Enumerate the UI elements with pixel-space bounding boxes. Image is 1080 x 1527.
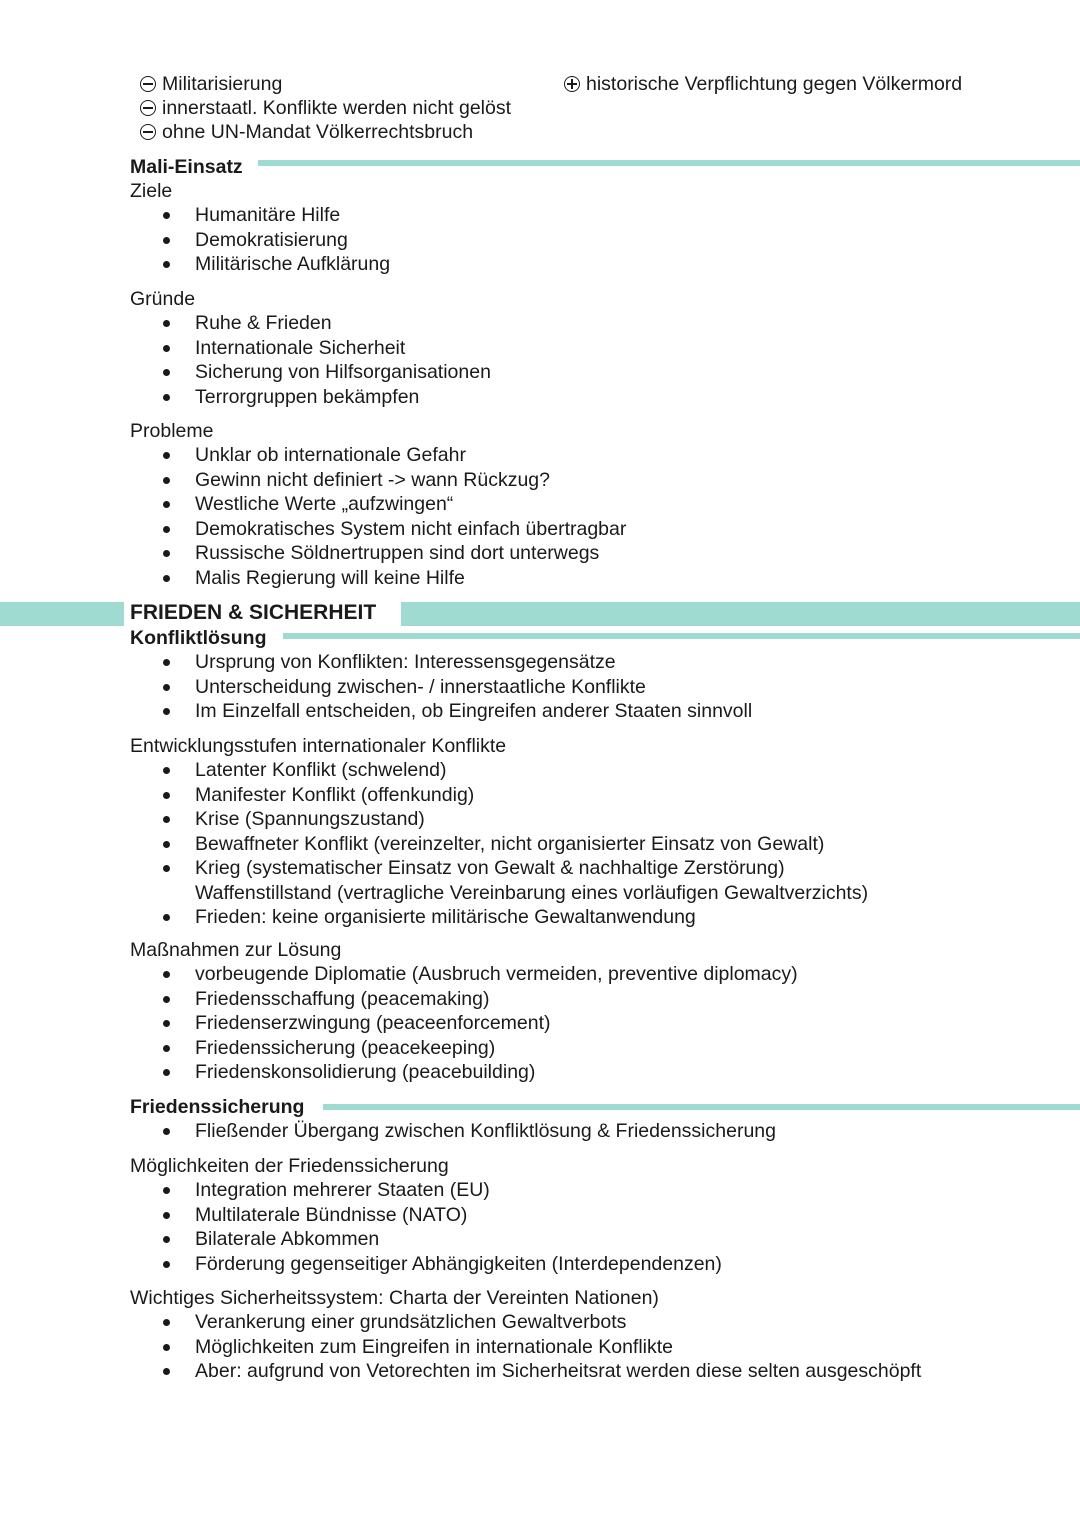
bullet-icon	[163, 550, 170, 557]
bullet-icon	[163, 1045, 170, 1052]
bullet-icon	[163, 1187, 170, 1194]
subheading-gruende: Gründe	[130, 288, 196, 310]
subheading-stufen: Entwicklungsstufen internationaler Konflikte	[130, 735, 507, 757]
bullet-icon	[163, 320, 170, 327]
bullet-icon	[163, 501, 170, 508]
contra-item: ohne UN-Mandat Völkerrechtsbruch	[140, 120, 473, 145]
bullet-icon	[163, 1128, 170, 1135]
bullet-icon	[163, 212, 170, 219]
bullet-icon	[163, 865, 170, 872]
subheading-moeglichkeiten: Möglichkeiten der Friedenssicherung	[130, 1155, 449, 1177]
subheading-charta: Wichtiges Sicherheitssystem: Charta der Vereinten Nationen)	[130, 1287, 659, 1309]
bullet-icon	[163, 708, 170, 715]
bullet-icon	[163, 261, 170, 268]
minus-circle-icon	[140, 100, 156, 116]
minus-circle-icon	[140, 76, 156, 92]
bullet-icon	[163, 1236, 170, 1243]
plus-circle-icon	[564, 76, 580, 92]
bullet-icon	[163, 477, 170, 484]
section-divider	[258, 160, 1080, 166]
bullet-icon	[163, 1212, 170, 1219]
bullet-icon	[163, 345, 170, 352]
bullet-icon	[163, 996, 170, 1003]
chapter-divider-left	[0, 602, 124, 626]
bullet-icon	[163, 792, 170, 799]
section-heading-friedenssicherung: Friedenssicherung	[130, 1096, 305, 1118]
subheading-probleme: Probleme	[130, 420, 214, 442]
bullet-icon	[163, 971, 170, 978]
bullet-icon	[163, 1261, 170, 1268]
pro-item: historische Verpflichtung gegen Völkermord	[564, 72, 962, 97]
bullet-icon	[163, 914, 170, 921]
contra-item: innerstaatl. Konflikte werden nicht gelöst	[140, 96, 511, 121]
bullet-icon	[163, 575, 170, 582]
bullet-icon	[163, 767, 170, 774]
bullet-icon	[163, 1344, 170, 1351]
bullet-icon	[163, 1368, 170, 1375]
chapter-heading: FRIEDEN & SICHERHEIT	[130, 601, 377, 624]
section-divider	[323, 1104, 1080, 1110]
bullet-icon	[163, 526, 170, 533]
bullet-icon	[163, 841, 170, 848]
bullet-icon	[163, 659, 170, 666]
section-heading-mali: Mali-Einsatz	[130, 156, 243, 178]
bullet-icon	[163, 1020, 170, 1027]
subheading-massnahmen: Maßnahmen zur Lösung	[130, 939, 342, 961]
bullet-icon	[163, 394, 170, 401]
section-divider	[283, 633, 1080, 639]
minus-circle-icon	[140, 124, 156, 140]
bullet-icon	[163, 452, 170, 459]
chapter-divider-right	[401, 602, 1080, 626]
bullet-icon	[163, 1069, 170, 1076]
contra-item: Militarisierung	[140, 72, 282, 97]
bullet-icon	[163, 816, 170, 823]
bullet-icon	[163, 369, 170, 376]
bullet-icon	[163, 1319, 170, 1326]
bullet-icon	[163, 684, 170, 691]
bullet-icon	[163, 237, 170, 244]
section-heading-konfliktloesung: Konfliktlösung	[130, 627, 267, 649]
subheading-ziele: Ziele	[130, 180, 173, 202]
